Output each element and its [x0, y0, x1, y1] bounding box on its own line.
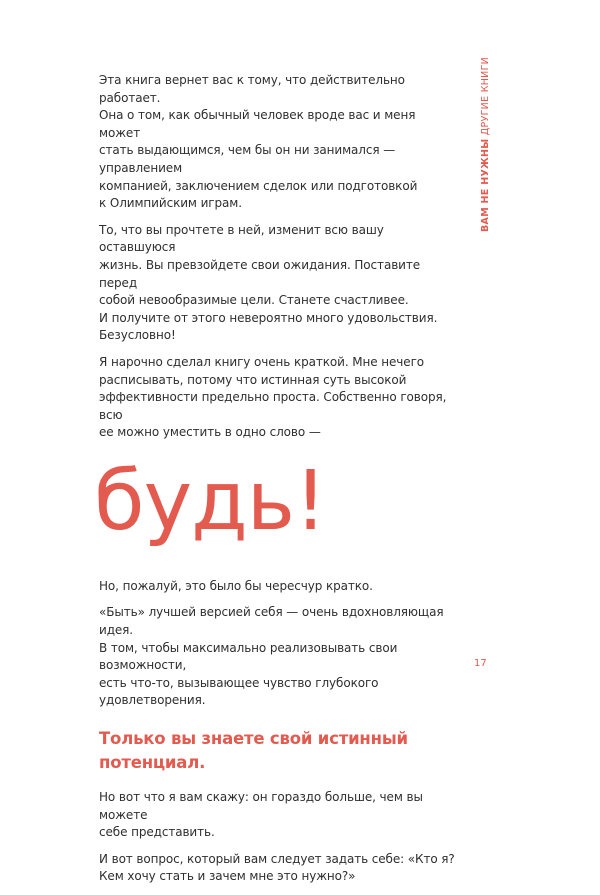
paragraph-brief: Я нарочно сделал книгу очень краткой. Мне нечего расписывать, потому что истинная суть высокой эффективности предельно проста. Собственно говоря, всю ее можно уместить в одно слово — [99, 354, 447, 440]
paragraph-intro: Эта книга вернет вас к тому, что действительно работает. Она о том, как обычный человек вроде вас и меня может стать выдающимся, чем бы он ни занимался — управлением компанией, заключением сделок или подготовкой к Олимпийским играм. [99, 73, 418, 211]
running-header-chapter-title: ДРУГИЕ КНИГИ [480, 56, 491, 136]
paragraph-too-short: Но, пожалуй, это было бы чересчур кратко. [99, 578, 373, 593]
running-header [479, 56, 493, 232]
running-header-book-title: ВАМ НЕ НУЖНЫ [480, 138, 491, 232]
paragraph-best-version: «Быть» лучшей версией себя — очень вдохновляющая идея. В том, чтобы максимально реализовывать свои возможности, есть что-то, вызывающее чувство глубокого удовлетворения. [99, 605, 444, 708]
section-heading: Только вы знаете свой истинный потенциал. [99, 729, 408, 773]
paragraph-promise: То, что вы прочтете в ней, изменит всю вашу оставшуюся жизнь. Вы превзойдете свои ожидания. Поставите перед собой невообразимые цели. Станете счастливее. И получите от этого невероятно много удовольствия. Безусловно! [99, 222, 438, 343]
big-word-title: будь! [94, 453, 326, 549]
page-number: 17 [474, 658, 487, 669]
paragraph-potential: Но вот что я вам скажу: он гораздо больше, чем вы можете себе представить. [99, 790, 423, 840]
paragraph-question: И вот вопрос, который вам следует задать себе: «Кто я? Кем хочу стать и зачем мне это нужно?» [99, 851, 455, 884]
page-body [94, 72, 459, 895]
